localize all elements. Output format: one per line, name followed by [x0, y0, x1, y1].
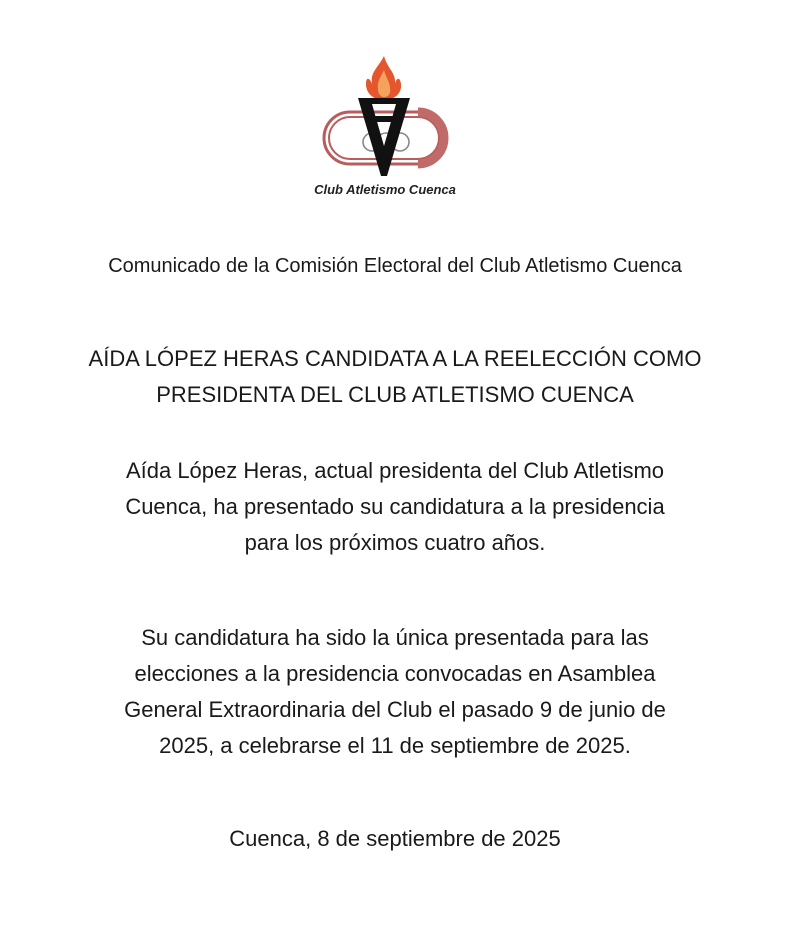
club-logo	[300, 54, 470, 204]
paragraph-candidacy	[40, 453, 750, 561]
communique-title-text: Comunicado de la Comisión Electoral del Club Atletismo Cuenca	[108, 255, 682, 277]
paragraph-line: elecciones a la presidencia convocadas en Asamblea	[134, 661, 656, 686]
dateline-text: Cuenca, 8 de septiembre de 2025	[229, 826, 561, 851]
communique-title	[40, 253, 750, 279]
dateline	[40, 824, 750, 854]
paragraph-line: Su candidatura ha sido la única presentada para las	[141, 625, 649, 650]
logo-club-name: Club Atletismo Cuenca	[314, 182, 456, 197]
paragraph-line: para los próximos cuatro años.	[244, 530, 546, 555]
headline	[40, 341, 750, 413]
flame-icon	[366, 56, 401, 100]
paragraph-line: 2025, a celebrarse el 11 de septiembre de 2025.	[159, 733, 631, 758]
paragraph-line: Cuenca, ha presentado su candidatura a la presidencia	[125, 494, 665, 519]
paragraph-election	[40, 620, 750, 764]
headline-line: AÍDA LÓPEZ HERAS CANDIDATA A LA REELECCIÓN COMO	[88, 346, 702, 371]
paragraph-line: General Extraordinaria del Club el pasado 9 de junio de	[124, 697, 666, 722]
headline-line: PRESIDENTA DEL CLUB ATLETISMO CUENCA	[156, 382, 634, 407]
paragraph-line: Aída López Heras, actual presidenta del Club Atletismo	[125, 458, 665, 483]
track-flame-emblem	[300, 54, 470, 184]
